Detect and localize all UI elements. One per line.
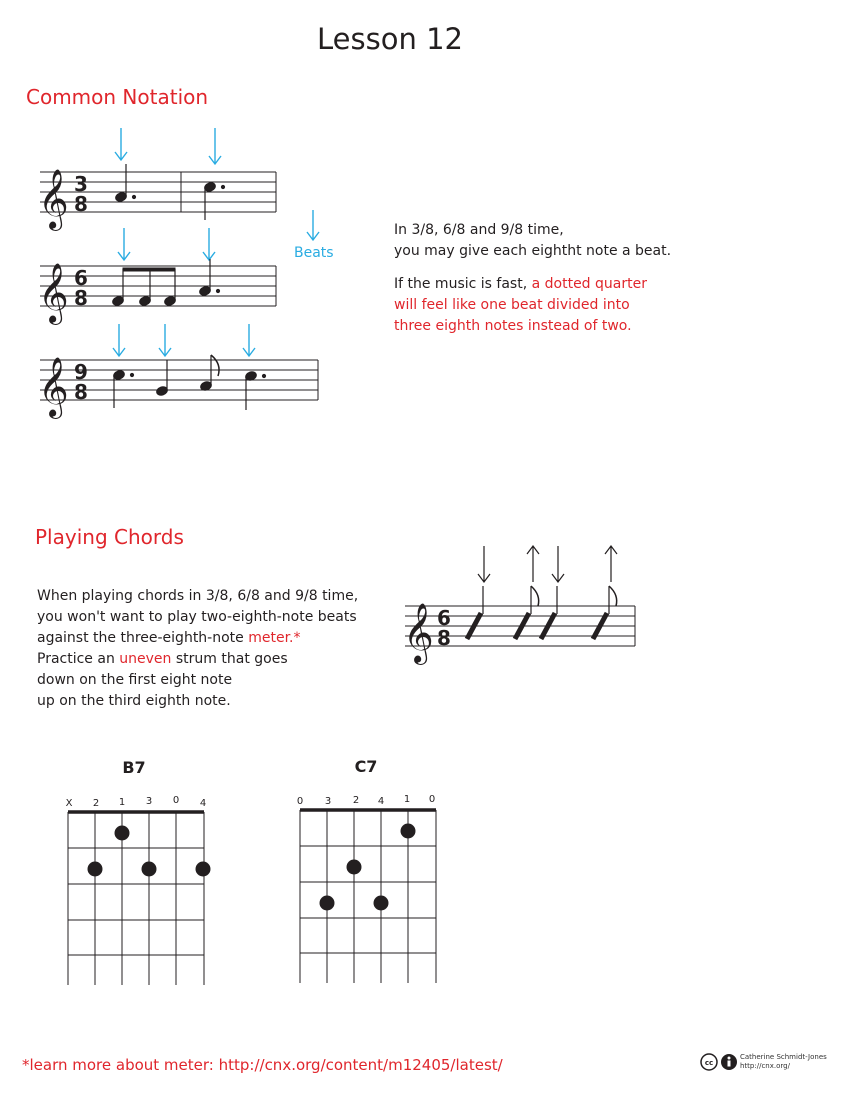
time-sig-bottom: 8: [437, 626, 451, 650]
strum-pattern: [395, 540, 645, 670]
slash-notes: [467, 586, 617, 639]
finger-dot: [115, 826, 130, 841]
author-url[interactable]: http://cnx.org/: [740, 1062, 790, 1070]
finger-dots: [320, 824, 416, 911]
chord-name: C7: [354, 757, 378, 776]
string-marking: X: [65, 798, 73, 809]
string-markings: [297, 794, 435, 807]
down-strum-arrow-icon: [478, 546, 490, 582]
string-marking: 0: [296, 796, 304, 807]
section-heading-common-notation: Common Notation: [26, 85, 209, 109]
beat-arrow-icon: [209, 128, 221, 164]
finger-dot: [320, 896, 335, 911]
beat-arrow-icon: [203, 228, 215, 260]
author-name: Catherine Schmidt-Jones: [740, 1053, 827, 1061]
page-title: Lesson 12: [317, 22, 463, 56]
string-marking: 4: [199, 798, 207, 809]
finger-dot: [401, 824, 416, 839]
time-sig-top: 9: [74, 360, 88, 384]
treble-clef-icon: 𝄞: [38, 357, 69, 417]
beat-arrow-icon: [159, 324, 171, 356]
string-marking: 1: [403, 794, 411, 805]
chord-name: B7: [122, 758, 146, 777]
finger-dot: [347, 860, 362, 875]
finger-dot: [142, 862, 157, 877]
beat-arrow-icon: [115, 128, 127, 160]
text-line: will feel like one beat divided into: [394, 297, 630, 313]
chord-diagram-c7: [287, 755, 457, 990]
time-sig-top: 6: [74, 266, 88, 290]
beat-arrow-icon: [243, 324, 255, 356]
treble-clef-icon: 𝄞: [38, 169, 69, 229]
text-line: three eighth notes instead of two.: [394, 318, 632, 334]
treble-clef-icon: 𝄞: [38, 263, 69, 323]
text-line: Practice an uneven strum that goes: [37, 651, 288, 667]
finger-dot: [88, 862, 103, 877]
finger-dot: [196, 862, 211, 877]
string-marking: 4: [377, 796, 385, 807]
string-marking: 2: [352, 795, 360, 806]
beats-label: Beats: [294, 245, 334, 261]
cc-license-icon: [700, 1052, 740, 1072]
notation-examples: [0, 120, 380, 430]
text-line: If the music is fast, a dotted quarter: [394, 276, 647, 292]
beat-arrows: [113, 128, 319, 356]
strum-arrows: [478, 546, 617, 582]
string-marking: 3: [324, 796, 332, 807]
time-sig-bottom: 8: [74, 192, 88, 216]
string-marking: 3: [145, 796, 153, 807]
time-sig-top: 6: [437, 606, 451, 630]
beat-arrow-icon: [307, 210, 319, 240]
up-strum-arrow-icon: [605, 546, 617, 582]
down-strum-arrow-icon: [552, 546, 564, 582]
finger-dot: [374, 896, 389, 911]
text-line: In 3/8, 6/8 and 9/8 time,: [394, 222, 564, 238]
string-marking: 2: [92, 798, 100, 809]
time-sig-top: 3: [74, 172, 88, 196]
section-heading-playing-chords: Playing Chords: [35, 525, 184, 549]
chords-explanation: [37, 586, 358, 712]
text-line: down on the first eight note: [37, 672, 233, 688]
staff3-notes: [112, 355, 265, 410]
notation-explanation: [394, 220, 671, 337]
fretboard: [68, 812, 204, 985]
text-line: When playing chords in 3/8, 6/8 and 9/8 time,: [37, 588, 359, 604]
text-line: you won't want to play two-eighth-note beats: [37, 609, 357, 625]
string-marking: 1: [118, 797, 126, 808]
string-marking: 0: [428, 794, 436, 805]
text-line: against the three-eighth-note meter.*: [37, 630, 301, 646]
beat-arrow-icon: [118, 228, 130, 260]
string-marking: 0: [172, 795, 180, 806]
fretboard: [300, 810, 436, 983]
svg-text:cc: cc: [704, 1059, 714, 1067]
chord-diagram-b7: [55, 755, 225, 990]
author-credit: [740, 1053, 827, 1071]
text-line: up on the third eighth note.: [37, 693, 231, 709]
text-line: you may give each eightht note a beat.: [394, 243, 672, 259]
treble-clef-icon: 𝄞: [403, 603, 434, 663]
string-markings: [66, 795, 207, 809]
beat-arrow-icon: [113, 324, 125, 356]
up-strum-arrow-icon: [527, 546, 539, 582]
footer-meter-link[interactable]: *learn more about meter: http://cnx.org/content/m12405/latest/: [22, 1056, 503, 1074]
time-sig-bottom: 8: [74, 380, 88, 404]
time-sig-bottom: 8: [74, 286, 88, 310]
